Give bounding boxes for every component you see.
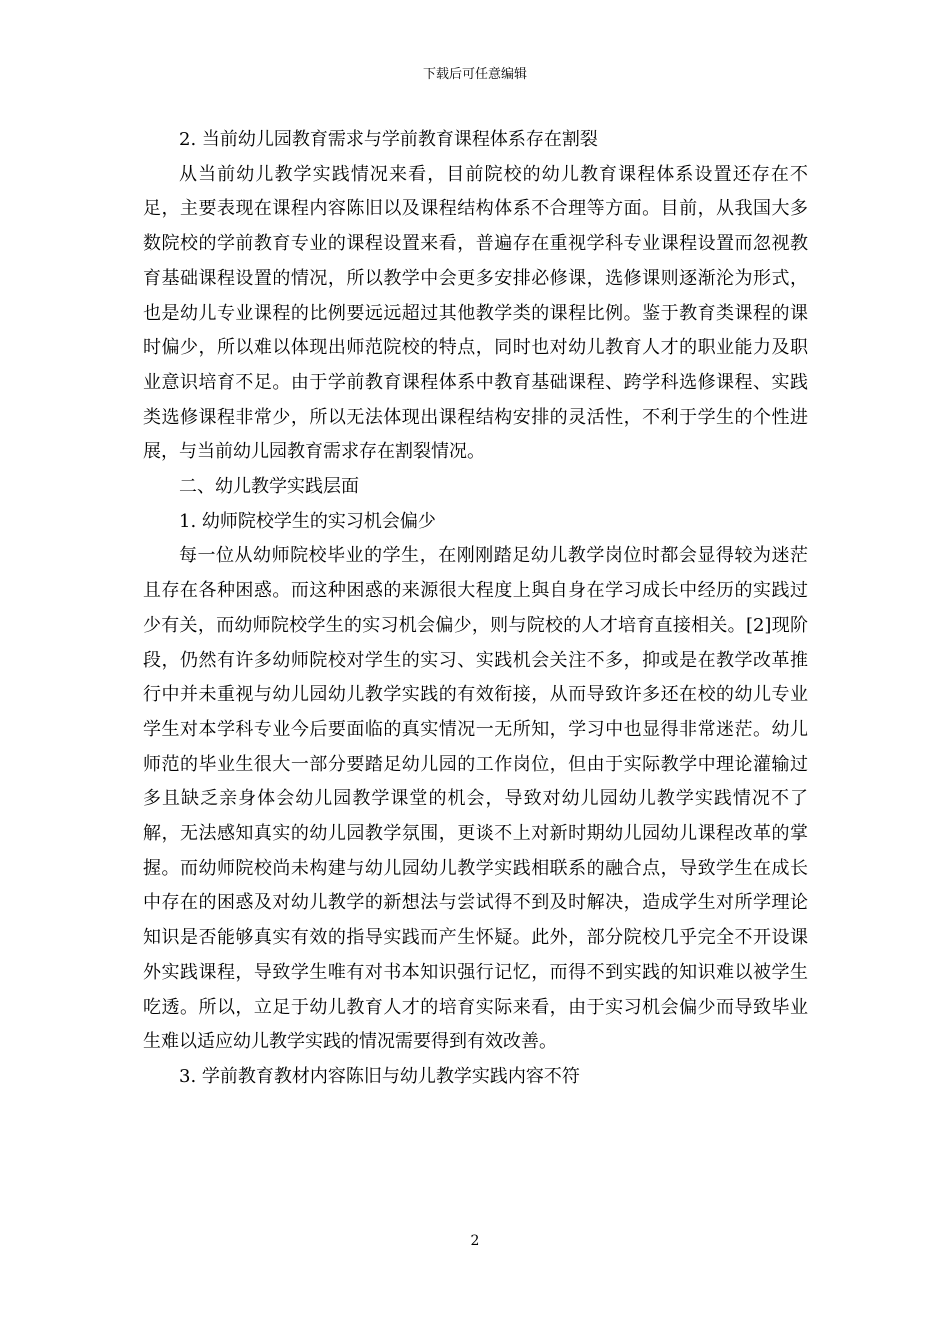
paragraph-curriculum-gap: 从当前幼儿教学实践情况来看，目前院校的幼儿教育课程体系设置还存在不足，主要表现在课程内容陈旧以及课程结构体系不合理等方面。目前，从我国大多数院校的学前教育专业的课程设置来看，普遍存在重视学科专业课程设置而忽视教育基础课程设置的情况，所以教学中会更多安排必修课，选修课则逐渐沦为形式，也是幼儿专业课程的比例要远远超过其他教学类的课程比例。鉴于教育类课程的课时偏少，所以难以体现出师范院校的特点，同时也对幼儿教育人才的职业能力及职业意识培育不足。由于学前教育课程体系中教育基础课程、跨学科选修课程、实践类选修课程非常少，所以无法体现出课程结构安排的灵活性，不利于学生的个性进展，与当前幼儿园教育需求存在割裂情况。 [143,163,808,463]
document-body [143,123,808,1095]
section-heading-teaching-practice: 二、幼儿教学实践层面 [179,476,359,498]
section-heading-internship: 1. 幼师院校学生的实习机会偏少 [179,510,436,532]
page-header: 下载后可任意编辑 [422,67,527,82]
paragraph-internship: 每一位从幼师院校毕业的学生，在刚刚踏足幼儿教学岗位时都会显得较为迷茫且存在各种困惑。而这种困惑的来源很大程度上與自身在学习成长中经历的实践过少有关，而幼师院校学生的实习机会偏少，则与院校的人才培育直接相关。[2]现阶段，仍然有许多幼师院校对学生的实习、实践机会关注不多，抑或是在教学改革推行中并未重视与幼儿园幼儿教学实践的有效衔接，从而导致许多还在校的幼儿专业学生对本学科专业今后要面临的真实情况一无所知，学习中也显得非常迷茫。幼儿师范的毕业生很大一部分要踏足幼儿园的工作岗位，但由于实际教学中理论灌输过多且缺乏亲身体会幼儿园教学课堂的机会，导致对幼儿园幼儿教学实践情况不了解，无法感知真实的幼儿园教学氛围，更谈不上对新时期幼儿园幼儿课程改革的掌握。而幼师院校尚未构建与幼儿园幼儿教学实践相联系的融合点，导致学生在成长中存在的困惑及对幼儿教学的新想法与尝试得不到及时解决，造成学生对所学理论知识是否能够真实有效的指导实践而产生怀疑。此外，部分院校几乎完全不开设课外实践课程，导致学生唯有对书本知识强行记忆，而得不到实践的知识难以被学生吃透。所以，立足于幼儿教育人才的培育实际来看，由于实习机会偏少而导致毕业生难以适应幼儿教学实践的情况需要得到有效改善。 [143,545,808,1053]
section-heading-textbook: 3. 学前教育教材内容陈旧与幼儿教学实践内容不符 [179,1065,580,1087]
page-number: 2 [470,1233,480,1249]
section-heading-curriculum-gap: 2. 当前幼儿园教育需求与学前教育课程体系存在割裂 [179,129,598,150]
